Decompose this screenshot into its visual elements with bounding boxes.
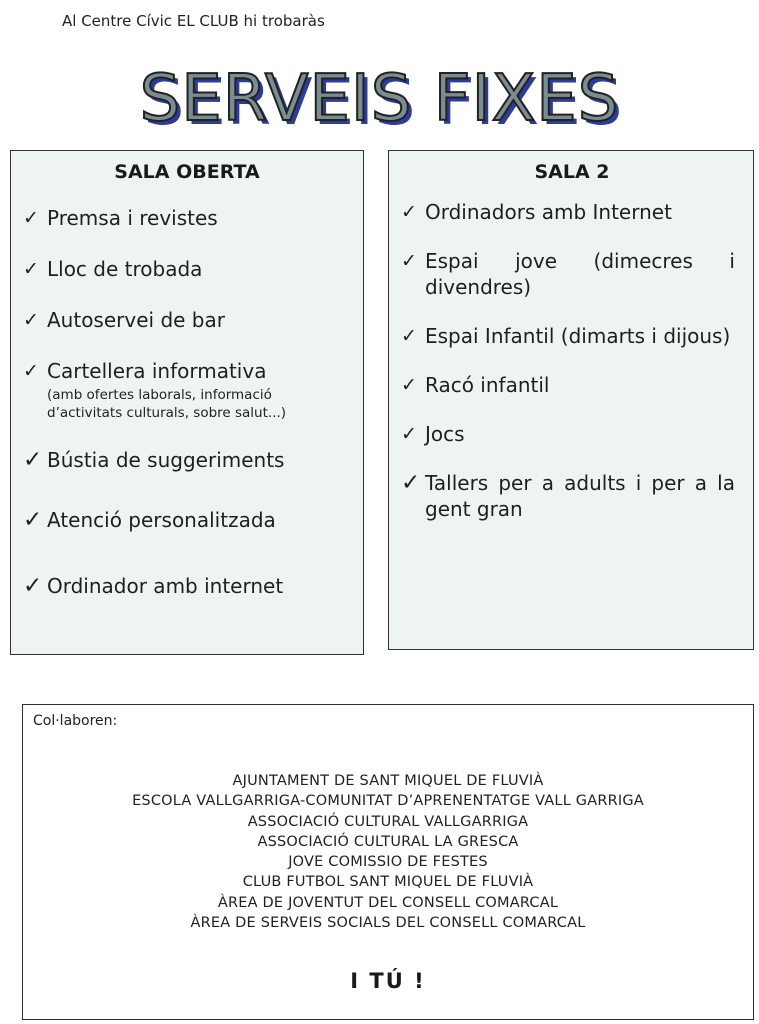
collaborator: ESCOLA VALLGARRIGA-COMUNITAT D’APRENENTATGE VALL GARRIGA — [132, 793, 644, 810]
collaborator: CLUB FUTBOL SANT MIQUEL DE FLUVIÀ — [242, 874, 534, 891]
check-icon: ✓ — [23, 360, 39, 382]
collaborators-box — [22, 704, 754, 1020]
list-item — [401, 421, 741, 447]
list-item — [23, 507, 349, 533]
list-item — [401, 248, 741, 300]
list-item — [23, 256, 349, 282]
intro-text: Al Centre Cívic EL CLUB hi trobaràs — [62, 12, 325, 30]
item-label: Bústia de suggeriments — [47, 448, 285, 472]
check-icon: ✓ — [401, 250, 417, 272]
collaborators-label: Col·laboren: — [33, 713, 118, 729]
check-icon: ✓ — [401, 325, 417, 347]
item-label: Premsa i revistes — [47, 206, 218, 230]
list-item — [23, 573, 349, 599]
sala-oberta-panel — [10, 150, 364, 655]
list-item — [401, 470, 741, 522]
item-label: Ordinador amb internet — [47, 574, 284, 598]
list-item — [23, 358, 349, 422]
check-icon: ✓ — [23, 207, 39, 229]
check-icon: ✓ — [401, 201, 417, 223]
sala-oberta-heading: SALA OBERTA — [114, 161, 260, 183]
collaborator: ÀREA DE SERVEIS SOCIALS DEL CONSELL COMARCAL — [190, 915, 586, 932]
collaborator: ASSOCIACIÓ CULTURAL VALLGARRIGA — [247, 813, 529, 830]
check-icon: ✓ — [401, 374, 417, 396]
check-icon: ✓ — [23, 258, 39, 280]
check-icon: ✓ — [23, 447, 43, 473]
item-label: Jocs — [425, 422, 465, 446]
sala-2-panel — [388, 150, 754, 650]
item-note: (amb ofertes laborals, informació d’activitats culturals, sobre salut...) — [47, 387, 287, 421]
check-icon: ✓ — [401, 423, 417, 445]
sala-2-heading: SALA 2 — [534, 161, 610, 183]
item-label: Atenció personalitzada — [47, 508, 276, 532]
list-item — [23, 447, 349, 473]
item-label: Espai Infantil (dimarts i dijous) — [425, 324, 731, 348]
list-item — [401, 372, 741, 398]
list-item — [23, 307, 349, 333]
list-item — [401, 199, 741, 225]
item-label: Lloc de trobada — [47, 257, 203, 281]
item-label: Espai jove (dimecres i divendres) — [425, 249, 735, 299]
list-item — [23, 205, 349, 231]
collaborator: AJUNTAMENT DE SANT MIQUEL DE FLUVIÀ — [232, 773, 544, 789]
item-label: Autoservei de bar — [47, 308, 225, 332]
collaborator: ASSOCIACIÓ CULTURAL LA GRESCA — [257, 833, 519, 850]
item-label: Tallers per a adults i per a la gent gran — [425, 471, 735, 521]
closing-text: I TÚ ! — [350, 969, 426, 993]
item-label: Ordinadors amb Internet — [425, 200, 672, 224]
check-icon: ✓ — [23, 309, 39, 331]
item-label: Cartellera informativa — [47, 359, 267, 383]
collaborator: ÀREA DE JOVENTUT DEL CONSELL COMARCAL — [217, 894, 559, 911]
collaborators-list — [23, 771, 753, 933]
page-title: SERVEIS FIXES — [139, 62, 620, 136]
check-icon: ✓ — [401, 470, 421, 496]
item-label: Racó infantil — [425, 373, 550, 397]
collaborator: JOVE COMISSIO DE FESTES — [288, 854, 488, 871]
list-item — [401, 323, 741, 349]
check-icon: ✓ — [23, 573, 43, 599]
check-icon: ✓ — [23, 507, 43, 533]
